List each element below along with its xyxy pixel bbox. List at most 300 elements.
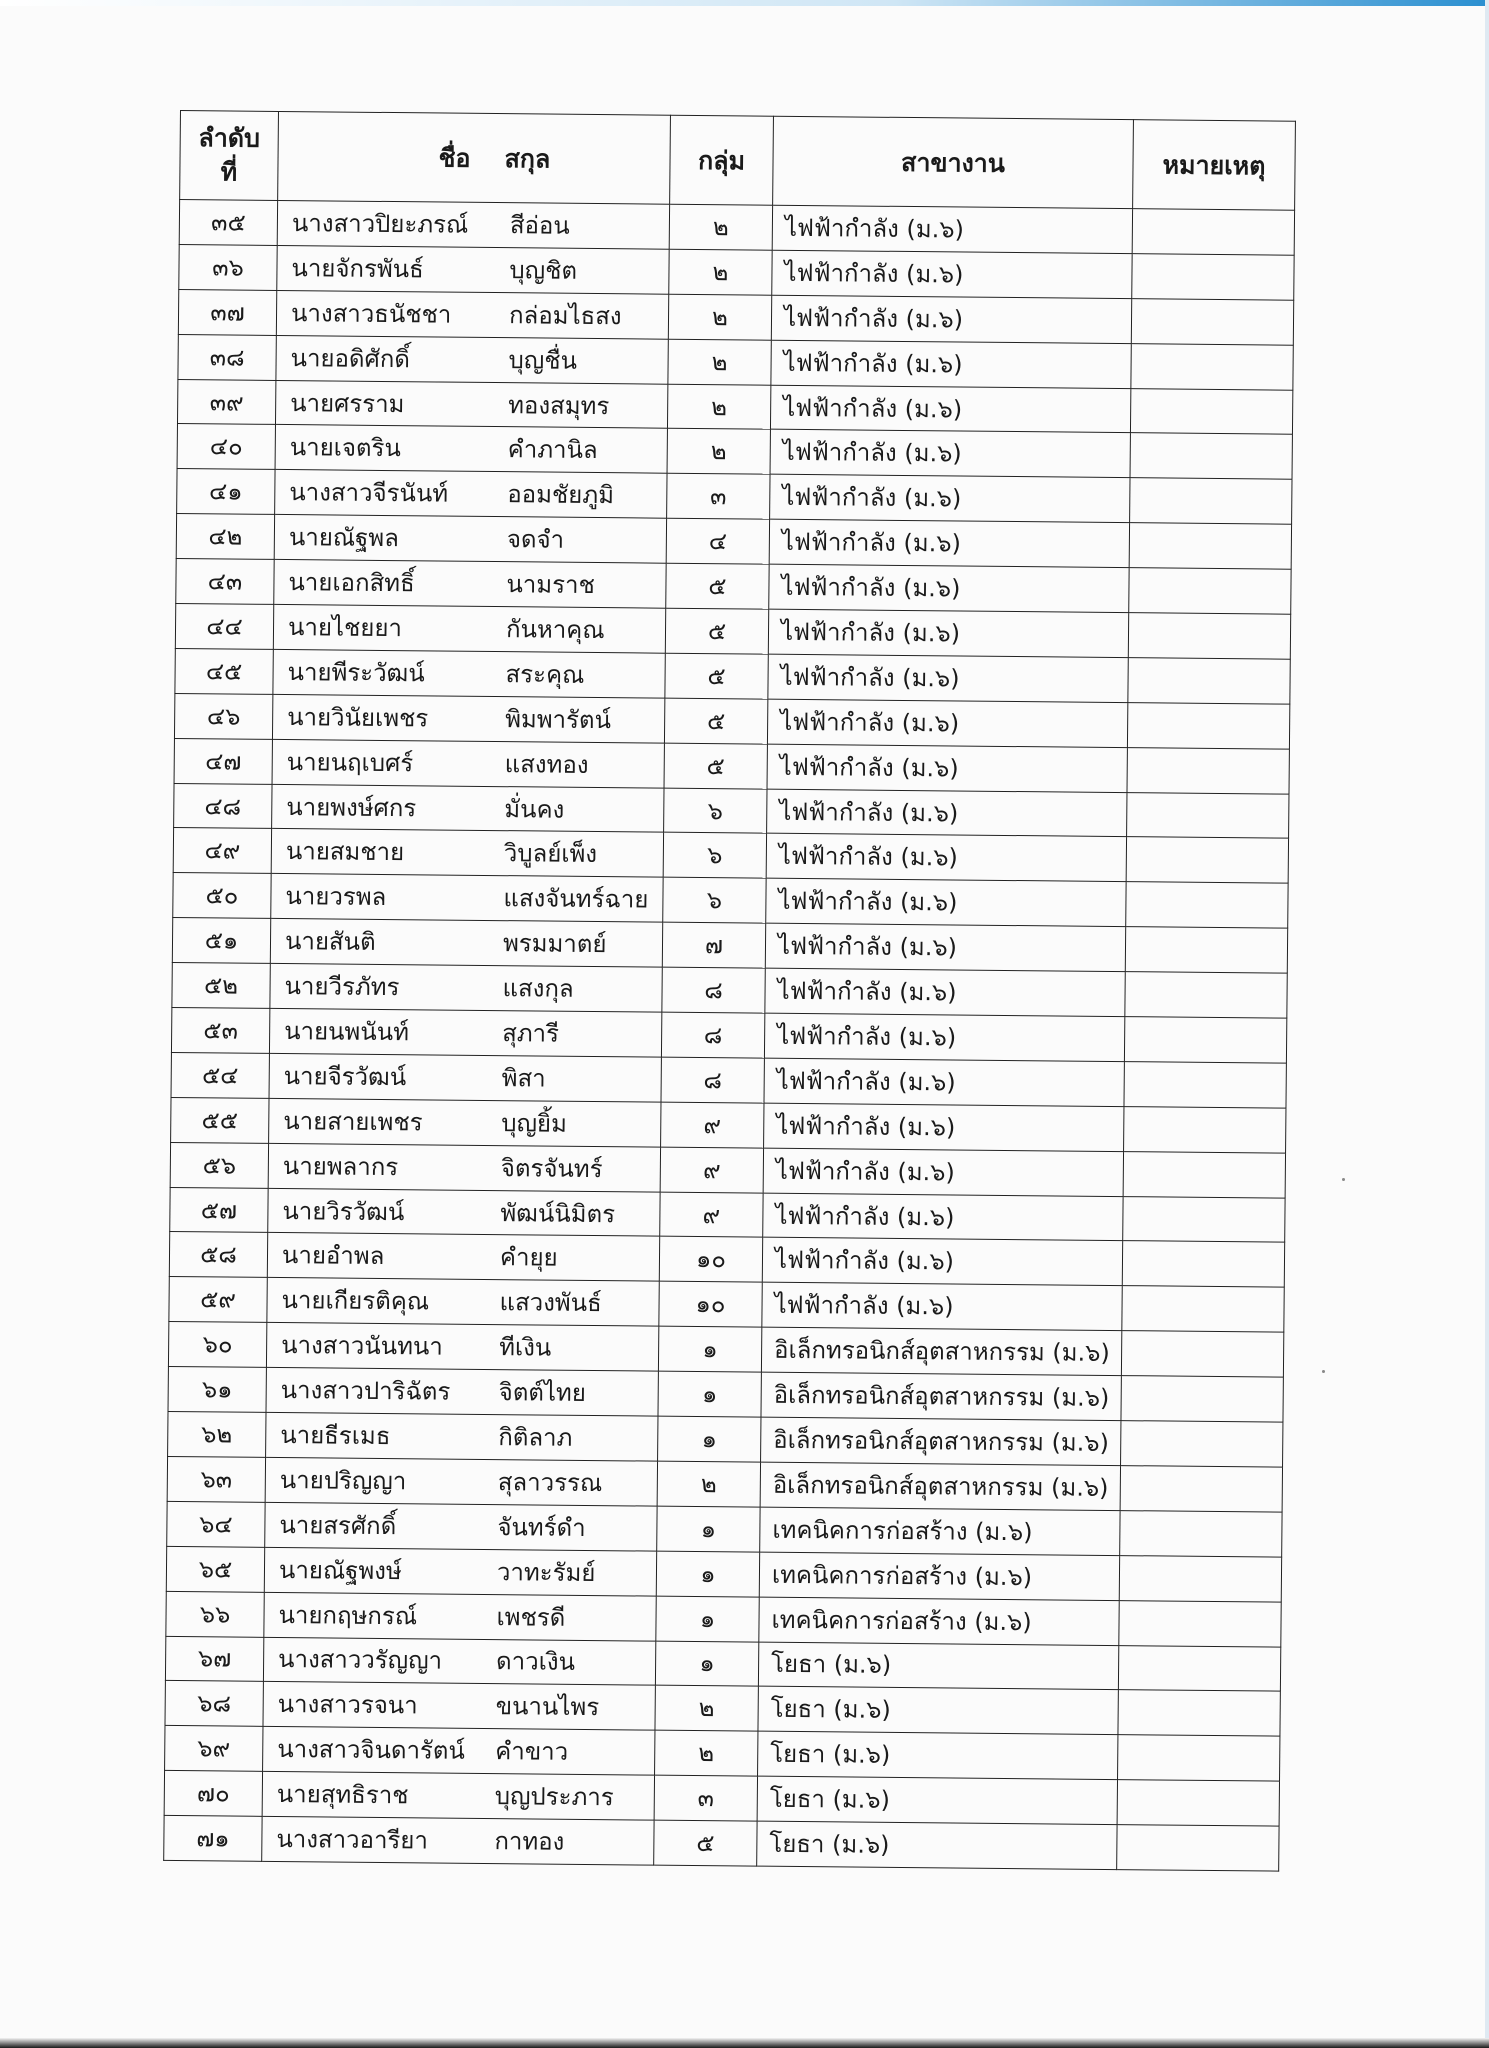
group-number: ๕ — [707, 617, 727, 646]
first-name: นางสาววรัญญา — [277, 1645, 443, 1676]
field-name: ไฟฟ้ากำลัง (ม.๖) — [779, 752, 959, 783]
first-name: นายณัฐพล — [288, 523, 400, 553]
first-name: นายนพนันท์ — [284, 1017, 410, 1047]
surname: ออมชัยภูมิ — [507, 480, 615, 510]
name-cell — [272, 784, 664, 833]
field-cell — [760, 1507, 1120, 1555]
field-cell — [772, 250, 1132, 298]
group-number: ๙ — [702, 1200, 721, 1229]
group-number: ๓ — [709, 482, 727, 511]
note-cell — [1117, 1780, 1279, 1826]
first-name: นายธีรเมธ — [280, 1421, 391, 1451]
group-number: ๑ — [700, 1514, 717, 1543]
note-cell — [1121, 1421, 1283, 1467]
note-cell — [1132, 209, 1294, 255]
scan-edge-right — [1485, 0, 1489, 2048]
name-cell — [263, 1637, 655, 1686]
field-name: ไฟฟ้ากำลัง (ม.๖) — [784, 213, 965, 244]
field-name: ไฟฟ้ากำลัง (ม.๖) — [777, 1021, 957, 1052]
first-name: นางสาวอารียา — [276, 1825, 429, 1855]
surname: กิติลาภ — [498, 1423, 573, 1452]
group-number: ๑๐ — [695, 1290, 726, 1319]
row-number: ๗๑ — [196, 1824, 230, 1853]
field-name: เทคนิคการก่อสร้าง (ม.๖) — [771, 1560, 1033, 1591]
row-number-cell — [166, 1546, 264, 1592]
row-number: ๖๖ — [199, 1599, 231, 1629]
surname: จิตรจันทร์ — [500, 1153, 603, 1183]
name-cell — [269, 1098, 661, 1147]
first-name: นายจักรพันธ์ — [291, 253, 424, 284]
first-name: นายวรพล — [285, 882, 387, 912]
row-number: ๕๐ — [205, 881, 239, 910]
first-name: นายณัฐพงษ์ — [278, 1555, 402, 1585]
surname: แสงทอง — [504, 749, 589, 779]
field-cell — [757, 1821, 1117, 1869]
row-number-cell — [167, 1456, 265, 1502]
group-cell — [660, 1192, 763, 1238]
row-number: ๓๘ — [209, 342, 245, 372]
first-name: นางสาวธนัชชา — [290, 298, 452, 329]
row-number-cell — [175, 603, 273, 649]
row-number: ๔๐ — [209, 432, 243, 462]
surname: จันทร์ดำ — [497, 1512, 586, 1542]
group-cell — [668, 339, 771, 385]
row-number: ๖๒ — [201, 1420, 233, 1449]
first-name: นายเกียรติคุณ — [281, 1286, 430, 1316]
note-cell — [1132, 254, 1294, 300]
first-name: นายวีรภัทร — [284, 972, 400, 1002]
group-cell — [666, 563, 769, 609]
field-cell — [767, 699, 1127, 747]
row-number-cell — [178, 289, 276, 335]
field-name: โยธา (ม.๖) — [769, 1784, 891, 1815]
field-cell — [767, 789, 1127, 837]
group-number: ๒ — [698, 1739, 715, 1768]
row-number-cell — [175, 648, 273, 694]
row-number: ๖๙ — [197, 1734, 231, 1763]
field-cell — [763, 1148, 1123, 1196]
field-name: โยธา (ม.๖) — [769, 1829, 890, 1859]
field-name: โยธา (ม.๖) — [770, 1695, 891, 1725]
group-cell — [660, 1147, 763, 1193]
row-number-cell — [168, 1411, 266, 1457]
name-cell — [272, 694, 664, 743]
group-cell — [655, 1641, 758, 1687]
group-cell — [665, 653, 768, 699]
surname: กันหาคุณ — [505, 615, 605, 645]
field-cell — [771, 340, 1131, 388]
field-cell — [768, 654, 1128, 702]
group-number: ๑ — [702, 1335, 718, 1364]
header-group: กลุ่ม — [670, 115, 774, 205]
group-cell — [661, 1012, 764, 1058]
name-cell — [276, 290, 668, 339]
name-cell — [270, 964, 662, 1013]
field-name: ไฟฟ้ากำลัง (ม.๖) — [781, 572, 961, 603]
surname: วาทะรัมย์ — [496, 1557, 596, 1587]
surname: สุภารี — [502, 1019, 560, 1048]
group-number: ๒ — [712, 257, 729, 287]
field-name: ไฟฟ้ากำลัง (ม.๖) — [779, 797, 959, 828]
surname: สุลาวรรณ — [497, 1467, 603, 1497]
row-number-cell — [165, 1681, 263, 1727]
first-name: นางสาวปิยะภรณ์ — [291, 209, 469, 239]
header-surname: สกุล — [504, 143, 551, 174]
group-number: ๑ — [699, 1649, 715, 1678]
field-cell — [768, 609, 1128, 657]
row-number-cell — [177, 424, 275, 470]
first-name: นายพงษ์ศกร — [286, 792, 417, 822]
field-cell — [769, 519, 1129, 567]
surname: กล่อมไธสง — [508, 300, 622, 330]
field-cell — [761, 1372, 1121, 1420]
group-number: ๒ — [710, 437, 727, 466]
note-cell — [1127, 702, 1289, 748]
surname: นามราช — [506, 570, 595, 600]
first-name: นายอำพล — [281, 1241, 385, 1271]
group-cell — [669, 204, 772, 250]
row-number: ๕๗ — [200, 1195, 238, 1225]
row-number: ๕๔ — [201, 1061, 239, 1090]
surname: คำภานิล — [507, 435, 598, 465]
field-cell — [769, 564, 1129, 612]
row-number-cell — [170, 1142, 268, 1188]
name-cell — [266, 1412, 658, 1461]
name-cell — [265, 1502, 657, 1551]
field-name: ไฟฟ้ากำลัง (ม.๖) — [780, 617, 961, 648]
group-cell — [658, 1326, 761, 1372]
field-name: อิเล็กทรอนิกส์อุตสาหกรรม (ม.๖) — [773, 1335, 1110, 1368]
row-number-cell — [173, 828, 271, 874]
document-sheet — [163, 110, 1295, 1872]
header-number-line2: ที่ — [220, 157, 238, 187]
field-cell — [770, 475, 1130, 523]
surname: คำยุย — [499, 1243, 558, 1273]
surname: บุญชิต — [509, 255, 578, 285]
field-name: ไฟฟ้ากำลัง (ม.๖) — [776, 1111, 956, 1142]
group-cell — [666, 518, 769, 564]
row-number: ๕๖ — [202, 1150, 237, 1180]
row-number: ๓๗ — [210, 298, 245, 327]
row-number-cell — [168, 1367, 266, 1413]
row-number: ๖๕ — [198, 1554, 233, 1584]
group-cell — [662, 922, 765, 968]
field-cell — [766, 879, 1126, 927]
surname: บุญประภาร — [494, 1782, 614, 1812]
field-name: ไฟฟ้ากำลัง (ม.๖) — [778, 842, 959, 872]
name-cell — [268, 1188, 660, 1237]
surname: ดาวเงิน — [495, 1647, 576, 1677]
scan-speck — [1342, 1178, 1345, 1181]
row-number: ๔๒ — [208, 522, 243, 551]
header-first-name: ชื่อ — [438, 142, 471, 173]
field-name: ไฟฟ้ากำลัง (ม.๖) — [777, 976, 957, 1007]
row-number-cell — [173, 873, 271, 919]
note-cell — [1130, 388, 1292, 434]
header-name — [278, 111, 671, 204]
surname: แสงกุล — [502, 974, 574, 1003]
name-cell — [266, 1323, 658, 1372]
name-cell — [266, 1368, 658, 1417]
row-number: ๔๘ — [204, 791, 242, 821]
first-name: นายเจตริน — [289, 433, 401, 463]
field-name: ไฟฟ้ากำลัง (ม.๖) — [781, 527, 962, 558]
row-number: ๖๐ — [202, 1330, 233, 1359]
row-number: ๔๗ — [205, 746, 242, 776]
surname: ขนานไพร — [495, 1692, 600, 1722]
group-number: ๒ — [712, 213, 729, 242]
group-number: ๕ — [696, 1829, 715, 1858]
name-cell — [277, 200, 669, 249]
first-name: นายนฤเบศร์ — [286, 747, 414, 777]
row-number-cell — [177, 379, 275, 425]
scan-speck — [1322, 1370, 1325, 1373]
row-number: ๗๐ — [196, 1779, 230, 1808]
first-name: นายศรราม — [290, 388, 405, 418]
field-cell — [762, 1283, 1122, 1331]
surname: คำขาว — [495, 1737, 569, 1767]
group-cell — [667, 429, 770, 475]
field-cell — [757, 1776, 1117, 1824]
name-cell — [273, 649, 665, 698]
group-number: ๕ — [706, 706, 726, 735]
note-cell — [1121, 1376, 1283, 1422]
group-number: ๙ — [703, 1110, 722, 1139]
row-number-cell — [174, 783, 272, 829]
field-cell — [761, 1327, 1121, 1375]
row-number-cell — [179, 200, 277, 246]
group-cell — [661, 1102, 764, 1148]
header-note: หมายเหตุ — [1133, 120, 1296, 211]
field-name: ไฟฟ้ากำลัง (ม.๖) — [782, 483, 962, 513]
row-number: ๓๕ — [210, 208, 246, 237]
name-cell — [270, 919, 662, 968]
note-cell — [1121, 1331, 1283, 1377]
surname: บุญยิ้ม — [501, 1108, 568, 1138]
group-cell — [663, 833, 766, 879]
row-number-cell — [174, 693, 272, 739]
field-cell — [766, 834, 1126, 882]
field-name: ไฟฟ้ากำลัง (ม.๖) — [783, 303, 964, 334]
note-cell — [1124, 1106, 1286, 1152]
row-number-cell — [172, 963, 270, 1009]
row-number: ๖๓ — [200, 1465, 233, 1494]
scan-edge-top — [0, 0, 1489, 6]
field-cell — [765, 923, 1125, 971]
surname: ทองสมุทร — [508, 390, 610, 420]
row-number: ๖๔ — [199, 1510, 233, 1539]
group-number: ๙ — [702, 1155, 721, 1184]
group-cell — [669, 249, 772, 295]
name-cell — [268, 1143, 660, 1192]
surname: บุญชื่น — [508, 345, 578, 375]
row-number-cell — [176, 514, 274, 560]
group-number: ๒ — [711, 302, 729, 331]
group-number: ๒ — [700, 1469, 717, 1499]
note-cell — [1118, 1645, 1280, 1691]
row-number-cell — [171, 1052, 269, 1098]
name-cell — [263, 1682, 655, 1731]
row-number-cell — [167, 1501, 265, 1547]
field-name: โยธา (ม.๖) — [770, 1739, 891, 1770]
table-body — [164, 200, 1295, 1872]
group-number: ๕ — [706, 751, 725, 780]
field-name: โยธา (ม.๖) — [770, 1650, 892, 1680]
field-cell — [762, 1238, 1122, 1286]
row-number: ๖๑ — [201, 1375, 233, 1404]
name-cell — [277, 245, 669, 294]
first-name: นายปริญญา — [279, 1465, 407, 1496]
surname: จดจำ — [506, 525, 565, 554]
field-name: ไฟฟ้ากำลัง (ม.๖) — [775, 1156, 955, 1187]
field-cell — [759, 1552, 1119, 1600]
name-cell — [269, 1008, 661, 1057]
note-cell — [1127, 792, 1289, 838]
header-number-line1: ลำดับ — [198, 123, 261, 154]
name-cell — [262, 1816, 654, 1865]
group-number: ๒ — [698, 1694, 715, 1723]
group-number: ๒ — [711, 392, 728, 421]
first-name: นางสาวจินดารัตน์ — [277, 1735, 466, 1766]
row-number-cell — [170, 1187, 268, 1233]
row-number: ๕๑ — [204, 926, 239, 955]
row-number: ๕๙ — [200, 1285, 237, 1314]
row-number-cell — [174, 738, 272, 784]
field-name: อิเล็กทรอนิกส์อุตสาหกรรม (ม.๖) — [772, 1470, 1109, 1502]
group-cell — [662, 967, 765, 1013]
name-cell — [262, 1772, 654, 1821]
surname: เพชรดี — [496, 1602, 566, 1632]
group-number: ๖ — [707, 841, 723, 870]
group-number: ๓ — [697, 1784, 715, 1813]
name-cell — [273, 604, 665, 653]
field-cell — [758, 1687, 1118, 1735]
row-number-cell — [171, 1007, 269, 1053]
group-number: ๖ — [707, 796, 724, 825]
first-name: นางสาวจีรนันท์ — [289, 478, 449, 508]
field-name: เทคนิคการก่อสร้าง (ม.๖) — [772, 1515, 1033, 1547]
group-cell — [654, 1820, 757, 1866]
note-cell — [1125, 972, 1287, 1018]
row-number: ๔๔ — [206, 612, 243, 641]
first-name: นายสุทธิราช — [276, 1780, 409, 1810]
field-cell — [764, 1103, 1124, 1151]
note-cell — [1130, 478, 1292, 524]
row-number: ๖๘ — [197, 1689, 232, 1718]
note-cell — [1126, 882, 1288, 928]
group-number: ๑ — [701, 1380, 718, 1409]
header-number — [180, 111, 279, 201]
note-cell — [1124, 1017, 1286, 1063]
row-number: ๔๖ — [206, 702, 241, 731]
name-cell — [267, 1233, 659, 1282]
surname: วิบูลย์เพ็ง — [503, 839, 598, 869]
field-name: อิเล็กทรอนิกส์อุตสาหกรรม (ม.๖) — [773, 1380, 1110, 1413]
name-cell — [272, 739, 664, 788]
group-cell — [665, 608, 768, 654]
student-list-table — [163, 110, 1296, 1872]
group-cell — [656, 1551, 759, 1597]
header-field: สาขางาน — [773, 116, 1134, 208]
row-number: ๔๑ — [209, 477, 243, 506]
row-number: ๔๙ — [204, 836, 241, 866]
surname: พิมพารัตน์ — [505, 704, 612, 734]
group-cell — [659, 1237, 762, 1283]
note-cell — [1122, 1286, 1284, 1332]
row-number-cell — [179, 244, 277, 290]
group-number: ๑ — [699, 1604, 716, 1633]
group-cell — [664, 743, 767, 789]
first-name: นายพีระวัฒน์ — [287, 657, 425, 688]
first-name: นายอดิศักดิ์ — [290, 343, 411, 373]
group-cell — [657, 1506, 760, 1552]
first-name: นางสาวรจนา — [277, 1690, 418, 1720]
row-number-cell — [164, 1771, 262, 1817]
group-cell — [658, 1416, 761, 1462]
note-cell — [1126, 837, 1288, 883]
row-number-cell — [164, 1815, 262, 1861]
field-name: ไฟฟ้ากำลัง (ม.๖) — [782, 438, 962, 468]
table-row — [164, 1815, 1279, 1871]
first-name: นายไชยยา — [287, 613, 403, 643]
field-cell — [770, 430, 1130, 478]
first-name: นางสาวนันทนา — [281, 1331, 443, 1361]
row-number-cell — [168, 1322, 266, 1368]
group-number: ๘ — [704, 976, 723, 1005]
field-cell — [764, 1058, 1124, 1106]
first-name: นายจีรวัฒน์ — [283, 1061, 407, 1092]
group-number: ๗ — [704, 931, 724, 960]
row-number-cell — [171, 1097, 269, 1143]
note-cell — [1125, 927, 1287, 973]
note-cell — [1129, 568, 1291, 614]
first-name: นายพลากร — [282, 1151, 399, 1181]
note-cell — [1128, 613, 1290, 659]
group-number: ๘ — [703, 1021, 723, 1050]
field-name: ไฟฟ้ากำลัง (ม.๖) — [774, 1246, 955, 1276]
group-cell — [663, 878, 766, 924]
field-cell — [763, 1193, 1123, 1241]
group-cell — [655, 1730, 758, 1776]
surname: สระคุณ — [505, 659, 585, 689]
table-header-row — [180, 111, 1296, 211]
row-number-cell — [178, 334, 276, 380]
name-cell — [264, 1592, 656, 1641]
surname: แสวงพันธ์ — [499, 1288, 602, 1318]
surname: ทีเงิน — [499, 1333, 552, 1362]
first-name: นายเอกสิทธิ์ — [288, 568, 415, 598]
row-number-cell — [169, 1277, 267, 1323]
name-cell — [265, 1457, 657, 1506]
field-name: ไฟฟ้ากำลัง (ม.๖) — [774, 1291, 954, 1321]
note-cell — [1123, 1196, 1285, 1242]
field-cell — [772, 205, 1132, 253]
name-cell — [274, 515, 666, 564]
group-number: ๕ — [707, 661, 726, 691]
field-cell — [770, 385, 1130, 433]
note-cell — [1120, 1466, 1282, 1512]
note-cell — [1119, 1600, 1281, 1646]
surname: มั่นคง — [504, 794, 565, 824]
scan-edge-bottom — [0, 2038, 1489, 2048]
group-cell — [667, 474, 770, 520]
first-name: นายสายเพชร — [283, 1106, 423, 1137]
row-number-cell — [169, 1232, 267, 1278]
group-cell — [659, 1282, 762, 1328]
first-name: นายวิรวัฒน์ — [282, 1196, 405, 1226]
note-cell — [1118, 1735, 1280, 1781]
note-cell — [1130, 433, 1292, 479]
